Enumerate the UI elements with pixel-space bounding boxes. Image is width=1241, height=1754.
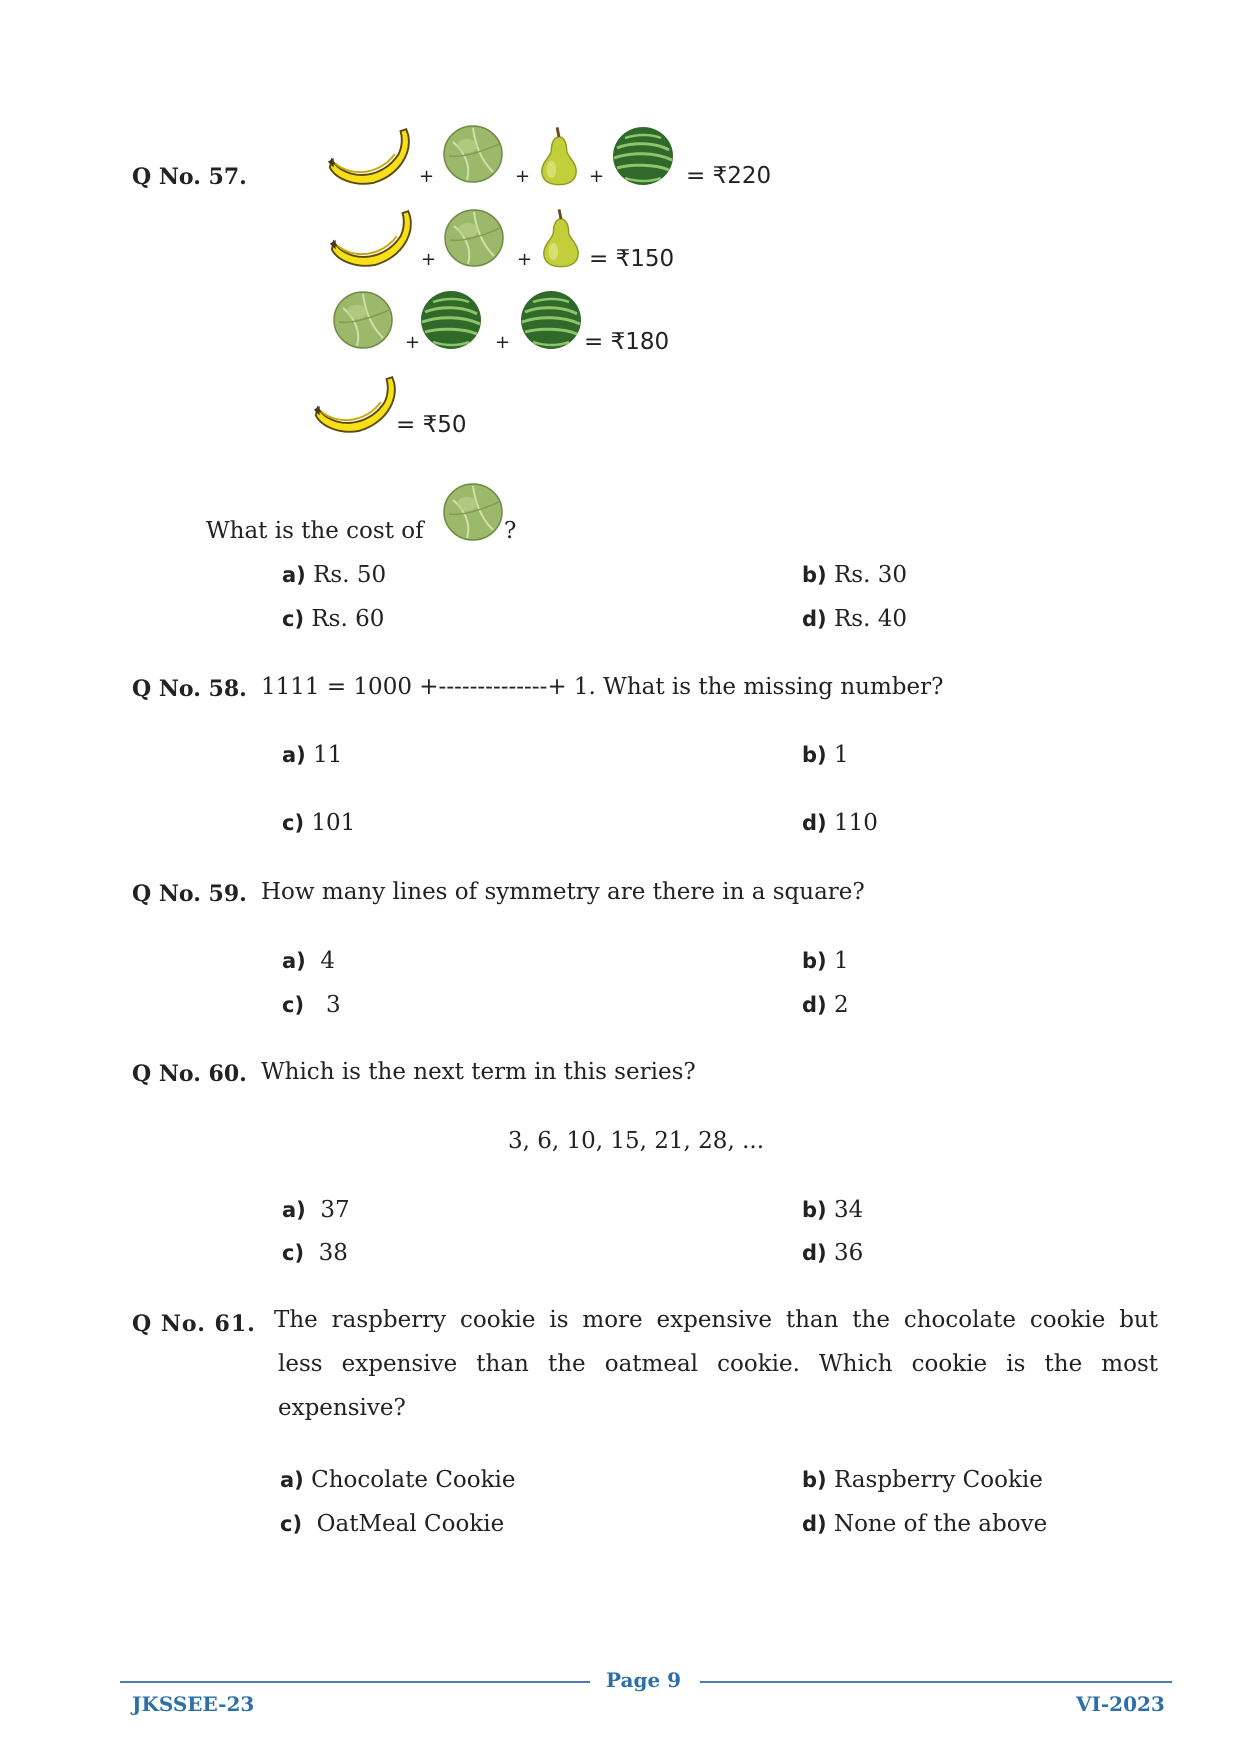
option-d[interactable]: d) Rs. 40: [802, 606, 907, 632]
question-mark: ?: [504, 518, 517, 544]
plus-sign: +: [421, 249, 437, 270]
equation-result: = ₹180: [584, 329, 670, 355]
banana-icon: [312, 372, 398, 436]
watermelon-icon: [518, 288, 584, 352]
option-a[interactable]: a) 37: [282, 1197, 350, 1223]
equation-result: = ₹150: [589, 246, 675, 272]
footer-class-year: VI-2023: [1076, 1692, 1165, 1716]
banana-icon: [326, 124, 412, 188]
banana-icon: [328, 206, 414, 270]
plus-sign: +: [495, 332, 511, 353]
number-series: 3, 6, 10, 15, 21, 28, ...: [508, 1128, 764, 1154]
footer-exam-code: JKSSEE-23: [132, 1692, 255, 1716]
option-d[interactable]: d) 110: [802, 810, 878, 836]
cabbage-icon: [441, 206, 507, 270]
cabbage-icon: [440, 480, 506, 544]
question-number: Q No. 59.: [132, 881, 247, 907]
plus-sign: +: [517, 249, 533, 270]
pear-icon: [538, 124, 580, 188]
question-text: How many lines of symmetry are there in a square?: [261, 879, 865, 905]
option-c[interactable]: c) OatMeal Cookie: [280, 1511, 505, 1537]
question-number: Q No. 57.: [132, 164, 247, 190]
option-b[interactable]: b) Raspberry Cookie: [802, 1467, 1043, 1493]
question-text: What is the cost of: [206, 518, 424, 544]
option-d[interactable]: d) None of the above: [802, 1511, 1048, 1537]
watermelon-icon: [610, 124, 676, 188]
option-b[interactable]: b) Rs. 30: [802, 562, 907, 588]
question-text-line-1: The raspberry cookie is more expensive than the chocolate cookie but: [274, 1307, 1158, 1333]
equation-result: = ₹50: [396, 412, 467, 438]
plus-sign: +: [589, 166, 605, 187]
question-text: 1111 = 1000 +--------------+ 1. What is the missing number?: [261, 674, 944, 700]
option-d[interactable]: d) 36: [802, 1240, 864, 1266]
question-number: Q No. 61.: [132, 1311, 256, 1337]
cabbage-icon: [330, 288, 396, 352]
equation-result: = ₹220: [686, 163, 772, 189]
cabbage-icon: [440, 122, 506, 186]
option-b[interactable]: b) 1: [802, 948, 849, 974]
option-b[interactable]: b) 1: [802, 742, 849, 768]
plus-sign: +: [405, 332, 421, 353]
footer-rule-right: [700, 1681, 1172, 1683]
plus-sign: +: [515, 166, 531, 187]
option-c[interactable]: c) 101: [282, 810, 356, 836]
pear-icon: [540, 206, 582, 270]
question-text-line-3: expensive?: [278, 1395, 406, 1421]
option-d[interactable]: d) 2: [802, 992, 849, 1018]
page-number: Page 9: [606, 1668, 682, 1692]
option-c[interactable]: c) 38: [282, 1240, 348, 1266]
question-number: Q No. 58.: [132, 676, 247, 702]
plus-sign: +: [419, 166, 435, 187]
option-a[interactable]: a) 11: [282, 742, 343, 768]
option-a[interactable]: a) 4: [282, 948, 336, 974]
watermelon-icon: [418, 288, 484, 352]
question-text-line-2: less expensive than the oatmeal cookie. Which cookie is the most: [278, 1351, 1158, 1377]
option-c[interactable]: c) Rs. 60: [282, 606, 385, 632]
question-number: Q No. 60.: [132, 1061, 247, 1087]
option-a[interactable]: a) Chocolate Cookie: [280, 1467, 516, 1493]
footer-rule-left: [120, 1681, 590, 1683]
option-a[interactable]: a) Rs. 50: [282, 562, 387, 588]
question-text: Which is the next term in this series?: [261, 1059, 696, 1085]
option-c[interactable]: c) 3: [282, 992, 341, 1018]
option-b[interactable]: b) 34: [802, 1197, 864, 1223]
